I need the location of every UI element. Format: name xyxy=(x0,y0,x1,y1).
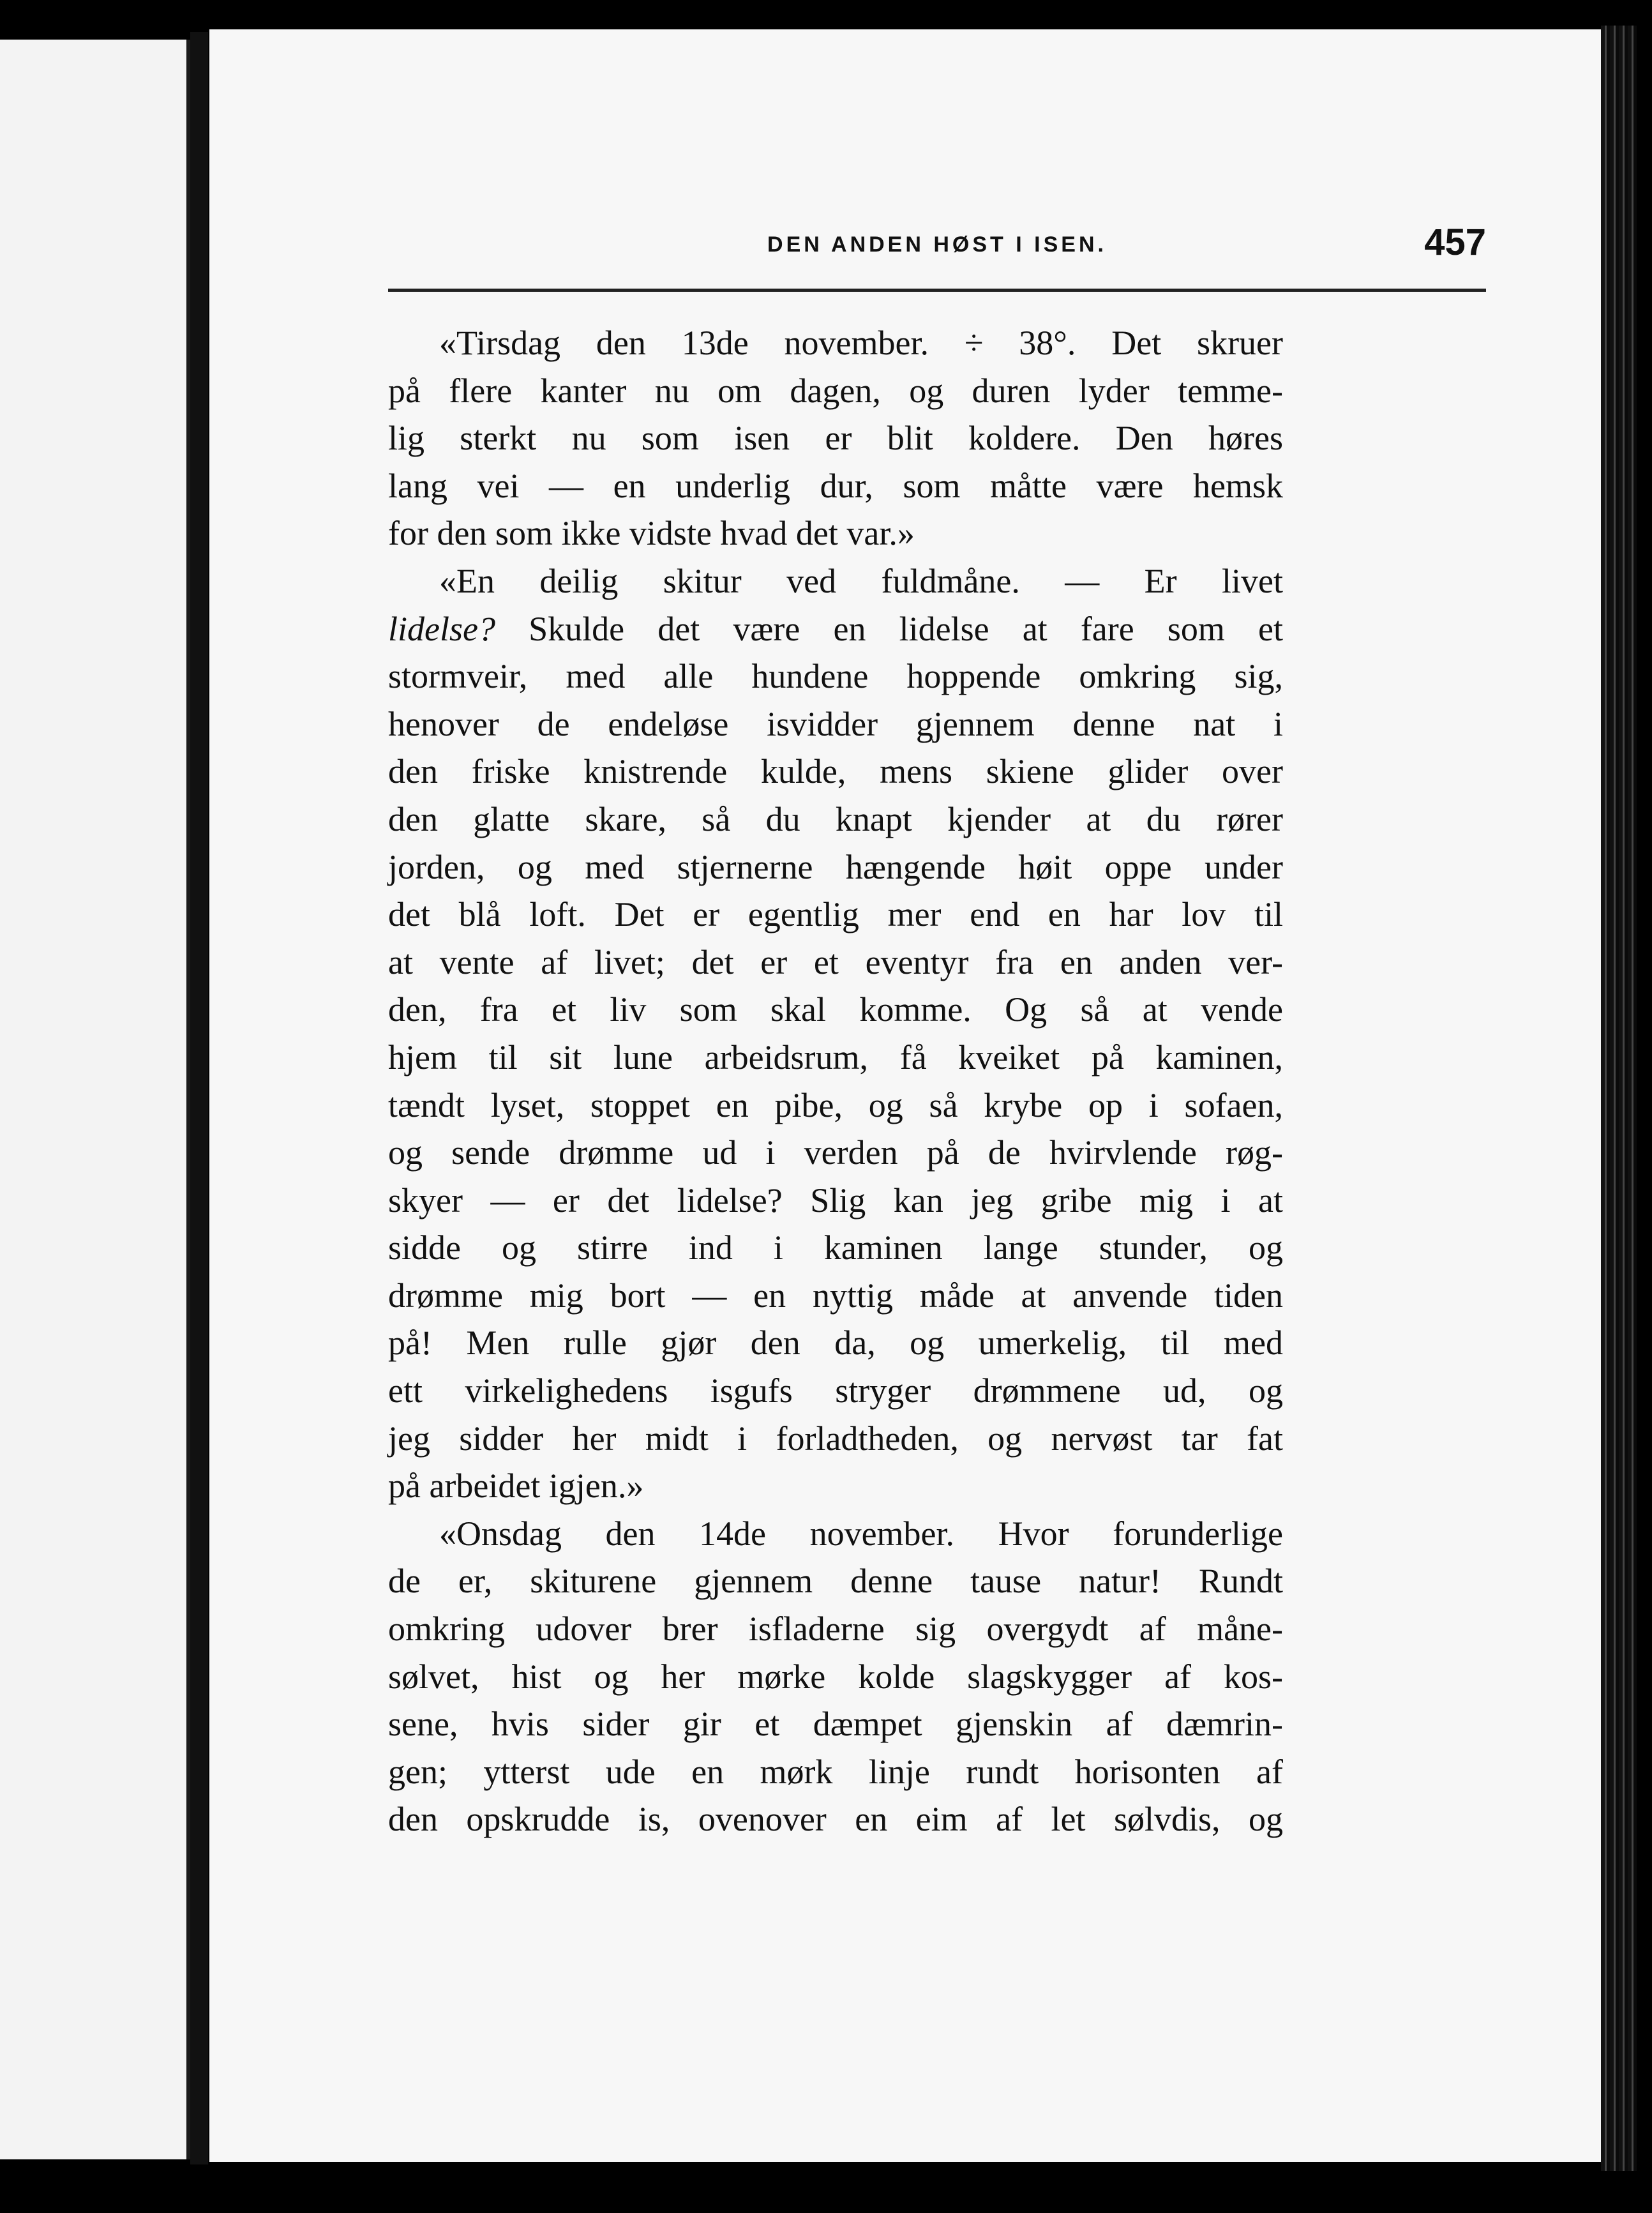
text-line: på arbeidet igjen.» xyxy=(388,1467,644,1506)
text-line: henover de endeløse isvidder gjennem denne nat i xyxy=(388,704,1283,743)
header-rule xyxy=(388,289,1486,292)
text-line: for den som ikke vidste hvad det var.» xyxy=(388,514,915,553)
text-line: tændt lyset, stoppet en pibe, og så krybe op i sofaen, xyxy=(388,1085,1283,1124)
page-number: 457 xyxy=(1424,222,1486,263)
text-line: ett virkelighedens isgufs stryger drømmene ud, og xyxy=(388,1371,1283,1410)
text-line: «Tirsdag den 13de november. ÷ 38°. Det skruer xyxy=(439,324,1283,362)
text-line: at vente af livet; det er et eventyr fra en anden ver- xyxy=(388,942,1283,981)
text-line: gen; ytterst ude en mørk linje rundt horisonten af xyxy=(388,1752,1283,1791)
text-line: hjem til sit lune arbeidsrum, få kveiket på kaminen, xyxy=(388,1038,1283,1076)
text-line: lang vei — en underlig dur, som måtte være hemsk xyxy=(388,466,1283,505)
text-line: sidde og stirre ind i kaminen lange stunder, og xyxy=(388,1228,1283,1267)
text-line: jorden, og med stjernerne hængende høit oppe under xyxy=(388,847,1283,886)
page-stack-edge xyxy=(1601,26,1637,2171)
text-line: på flere kanter nu om dagen, og duren lyder temme- xyxy=(388,371,1283,410)
body-text xyxy=(388,319,1283,1843)
text-line: skyer — er det lidelse? Slig kan jeg gribe mig i at xyxy=(388,1181,1283,1220)
text-line: jeg sidder her midt i forladtheden, og nervøst tar fat xyxy=(388,1419,1283,1458)
text-line: drømme mig bort — en nyttig måde at anvende tiden xyxy=(388,1276,1283,1315)
text-line-rest: Skulde det være en lidelse at fare som et xyxy=(495,609,1283,648)
text-line: og sende drømme ud i verden på de hvirvlende røg- xyxy=(388,1133,1283,1172)
text-line: lig sterkt nu som isen er blit koldere. Den høres xyxy=(388,419,1283,458)
text-line: den, fra et liv som skal komme. Og så at vende xyxy=(388,990,1283,1029)
text-line-with-italic xyxy=(388,605,1283,653)
paragraph-2 xyxy=(388,557,1283,1510)
text-line: de er, skiturene gjennem denne tause natur! Rundt xyxy=(388,1562,1283,1601)
facing-page-edge xyxy=(0,40,190,2159)
running-title: DEN ANDEN HØST I ISEN. xyxy=(767,232,1107,257)
text-line: sølvet, hist og her mørke kolde slagskygger af kos- xyxy=(388,1657,1283,1696)
text-line: sene, hvis sider gir et dæmpet gjenskin af dæmrin- xyxy=(388,1705,1283,1744)
text-line: den glatte skare, så du knapt kjender at du rører xyxy=(388,799,1283,838)
text-line: stormveir, med alle hundene hoppende omkring sig, xyxy=(388,657,1283,696)
text-line: den friske knistrende kulde, mens skiene glider over xyxy=(388,752,1283,791)
paragraph-3 xyxy=(388,1510,1283,1843)
running-head xyxy=(388,217,1486,268)
text-line: den opskrudde is, ovenover en eim af let sølvdis, og xyxy=(388,1800,1283,1839)
book-gutter xyxy=(190,32,208,2164)
italic-word: lidelse? xyxy=(388,609,495,648)
text-line: det blå loft. Det er egentlig mer end en har lov til xyxy=(388,895,1283,934)
paragraph-1 xyxy=(388,319,1283,557)
text-line: omkring udover brer isfladerne sig overgydt af måne- xyxy=(388,1610,1283,1649)
text-line: «Onsdag den 14de november. Hvor forunderlige xyxy=(439,1514,1283,1553)
text-line: «En deilig skitur ved fuldmåne. — Er livet xyxy=(439,561,1283,600)
text-line: på! Men rulle gjør den da, og umerkelig, til med xyxy=(388,1324,1283,1363)
